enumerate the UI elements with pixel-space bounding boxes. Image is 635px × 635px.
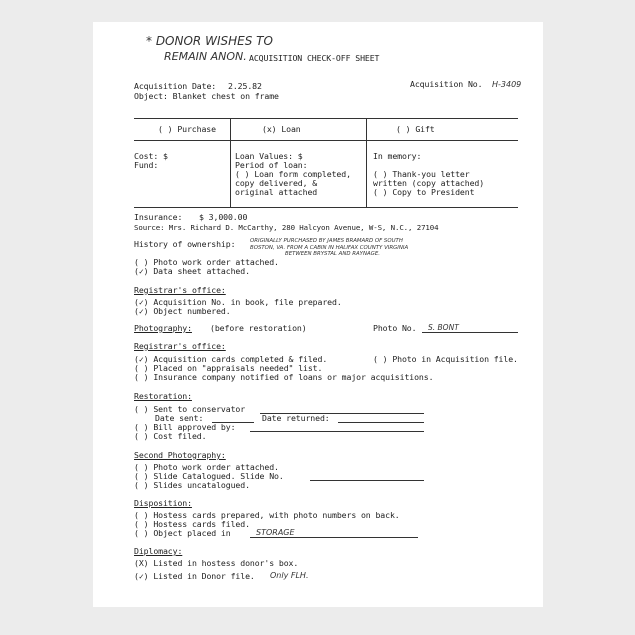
date-sent-label: Date sent: <box>155 413 204 423</box>
photo-no-line <box>422 332 518 333</box>
restoration-heading: Restoration: <box>134 391 192 401</box>
history-handwriting-line2: BOSTON, VA. FROM A CABIN IN HALIFAX COUNTY VIRGINIA <box>250 245 409 251</box>
slides-uncatalogued: ( ) Slides uncatalogued. <box>134 480 250 490</box>
diplomacy-heading: Diplomacy: <box>134 546 183 556</box>
history-handwriting-line1: ORIGINALLY PURCHASED BY JAMES BRAMARD OF SOUTH <box>250 238 403 244</box>
listed-donor-file: (✓) Listed in Donor file. <box>134 571 255 581</box>
photography-text: (before restoration) <box>210 323 307 333</box>
source-line: Source: Mrs. Richard D. McCarthy, 280 Halcyon Avenue, W-S, N.C., 27104 <box>134 223 439 232</box>
date-returned-label: Date returned: <box>262 413 330 423</box>
registrar-office-heading-1: Registrar's office: <box>134 285 226 295</box>
slide-no-line <box>310 480 424 481</box>
history-handwriting-line3: BETWEEN BRYSTAL AND RAYNAGE. <box>285 251 380 257</box>
data-sheet-attached: (✓) Data sheet attached. <box>134 266 250 276</box>
acquisition-date-value: 2.25.82 <box>228 81 262 91</box>
history-label: History of ownership: <box>134 239 236 249</box>
copy-to-president: ( ) Copy to President <box>373 187 475 197</box>
fund-label: Fund: <box>134 160 159 170</box>
placed-in-value: STORAGE <box>256 528 295 537</box>
cost-filed: ( ) Cost filed. <box>134 431 207 441</box>
hostess-cards-filed: ( ) Hostess cards filed. <box>134 519 250 529</box>
loan-form-line3: original attached <box>235 187 318 197</box>
placed-in-line <box>250 537 418 538</box>
photo-work-order-2: ( ) Photo work order attached. <box>134 462 279 472</box>
photo-in-acquisition-file: ( ) Photo in Acquisition file. <box>373 354 518 364</box>
appraisals-needed: ( ) Placed on "appraisals needed" list. <box>134 363 323 373</box>
cost-label: Cost: $ <box>134 151 168 161</box>
acquisition-no-value: H-3409 <box>492 80 522 89</box>
bill-approved-line <box>250 431 424 432</box>
object-numbered: (✓) Object numbered. <box>134 306 231 316</box>
hostess-cards-prepared: ( ) Hostess cards prepared, with photo numbers on back. <box>134 510 400 520</box>
gift-option: ( ) Gift <box>396 124 435 134</box>
thank-you-line2: written (copy attached) <box>373 178 485 188</box>
acquisition-date-label: Acquisition Date: <box>134 81 217 91</box>
insurance-notified: ( ) Insurance company notified of loans or major acquisitions. <box>134 372 434 382</box>
sent-to-conservator: ( ) Sent to conservator <box>134 404 246 414</box>
object-line: Object: Blanket chest on frame <box>134 91 279 101</box>
acquisition-cards: (✓) Acquisition cards completed & filed. <box>134 354 328 364</box>
handwritten-note-line1: * DONOR WISHES TO <box>146 34 273 48</box>
only-flh-note: Only FLH. <box>270 571 309 580</box>
insurance-label: Insurance: <box>134 212 183 222</box>
listed-hostess-donor-box: (X) Listed in hostess donor's box. <box>134 558 299 568</box>
loan-form-line1: ( ) Loan form completed, <box>235 169 351 179</box>
period-of-loan-label: Period of loan: <box>235 160 308 170</box>
thank-you-line1: ( ) Thank-you letter <box>373 169 470 179</box>
registrar-office-heading-2: Registrar's office: <box>134 341 226 351</box>
insurance-value: $ 3,000.00 <box>199 212 248 222</box>
photography-label: Photography: <box>134 323 192 333</box>
loan-values-label: Loan Values: $ <box>235 151 303 161</box>
date-returned-line <box>338 422 424 423</box>
purchase-option: ( ) Purchase <box>158 124 216 134</box>
photo-no-value: S. BONT <box>428 323 459 332</box>
in-memory-label: In memory: <box>373 151 422 161</box>
slide-catalogued: ( ) Slide Catalogued. Slide No. <box>134 471 284 481</box>
bill-approved: ( ) Bill approved by: <box>134 422 236 432</box>
acquisition-no-in-book: (✓) Acquisition No. in book, file prepared. <box>134 297 342 307</box>
acquisition-no-label: Acquisition No. <box>410 79 483 89</box>
photo-work-order-1: ( ) Photo work order attached. <box>134 257 279 267</box>
handwritten-note-line2: REMAIN ANON. <box>164 50 247 63</box>
loan-form-line2: copy delivered, & <box>235 178 318 188</box>
second-photography-heading: Second Photography: <box>134 450 226 460</box>
photo-no-label: Photo No. <box>373 323 417 333</box>
disposition-heading: Disposition: <box>134 498 192 508</box>
object-placed-in: ( ) Object placed in <box>134 528 231 538</box>
page-title: ACQUISITION CHECK-OFF SHEET <box>249 53 380 63</box>
loan-option: (x) Loan <box>262 124 301 134</box>
